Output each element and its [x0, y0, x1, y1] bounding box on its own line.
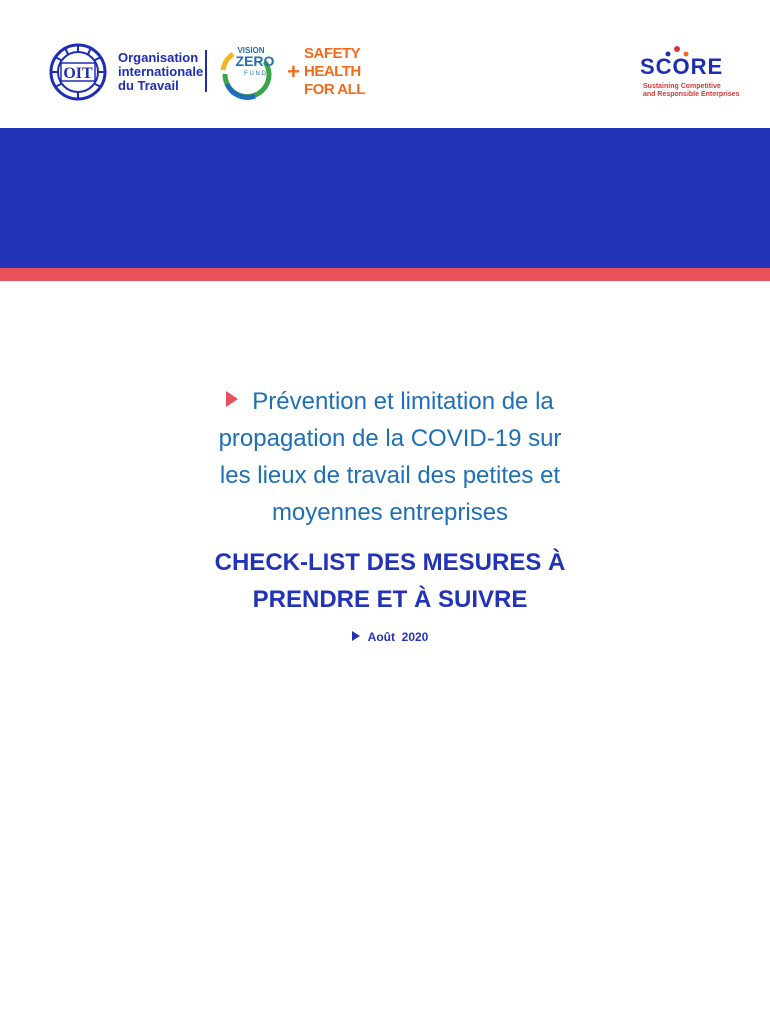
score-logo [640, 44, 740, 100]
subtitle-line-1: Prévention et limitation de la [252, 388, 554, 415]
header [0, 0, 770, 128]
document-date [150, 630, 630, 644]
ilo-name-line-2: internationale [118, 64, 204, 79]
score-word: SCORE [640, 54, 724, 79]
sha-line-3: FOR ALL [304, 81, 365, 98]
vzf-line-1: VISION [237, 46, 265, 55]
title-block [150, 383, 630, 644]
play-arrow-small-icon [352, 631, 360, 641]
blue-banner [0, 128, 770, 268]
subtitle-line-2: propagation de la COVID-19 sur [218, 425, 562, 452]
vzf-line-2: ZERO [235, 53, 275, 69]
sha-line-1: SAFETY [304, 45, 361, 62]
logo-divider [205, 50, 207, 92]
ilo-name-line-3: du Travail [118, 78, 179, 93]
red-stripe [0, 268, 770, 281]
ilo-letters: OIT [63, 65, 93, 82]
score-sub-line-2: and Responsible Enterprises [643, 91, 740, 98]
sha-line-2: HEALTH [304, 63, 361, 80]
sha-plus: + [287, 59, 300, 84]
title-line-1: CHECK-LIST DES MESURES À [214, 549, 566, 576]
subtitle-line-4: moyennes entreprises [271, 499, 509, 526]
document-title [150, 544, 630, 618]
subtitle-line-3: les lieux de travail des petites et [219, 462, 561, 489]
document-subtitle [150, 383, 630, 531]
vzf-line-3: F U N D [244, 71, 266, 77]
vision-zero-fund-icon [215, 44, 285, 104]
ilo-name [118, 51, 203, 93]
ilo-emblem-icon [46, 42, 110, 102]
score-sub-line-1: Sustaining Competitive [643, 83, 721, 90]
ilo-name-line-1: Organisation [118, 50, 199, 65]
date-text: Août 2020 [367, 630, 429, 644]
title-line-2: PRENDRE ET À SUIVRE [252, 586, 528, 613]
play-arrow-icon [226, 391, 238, 407]
